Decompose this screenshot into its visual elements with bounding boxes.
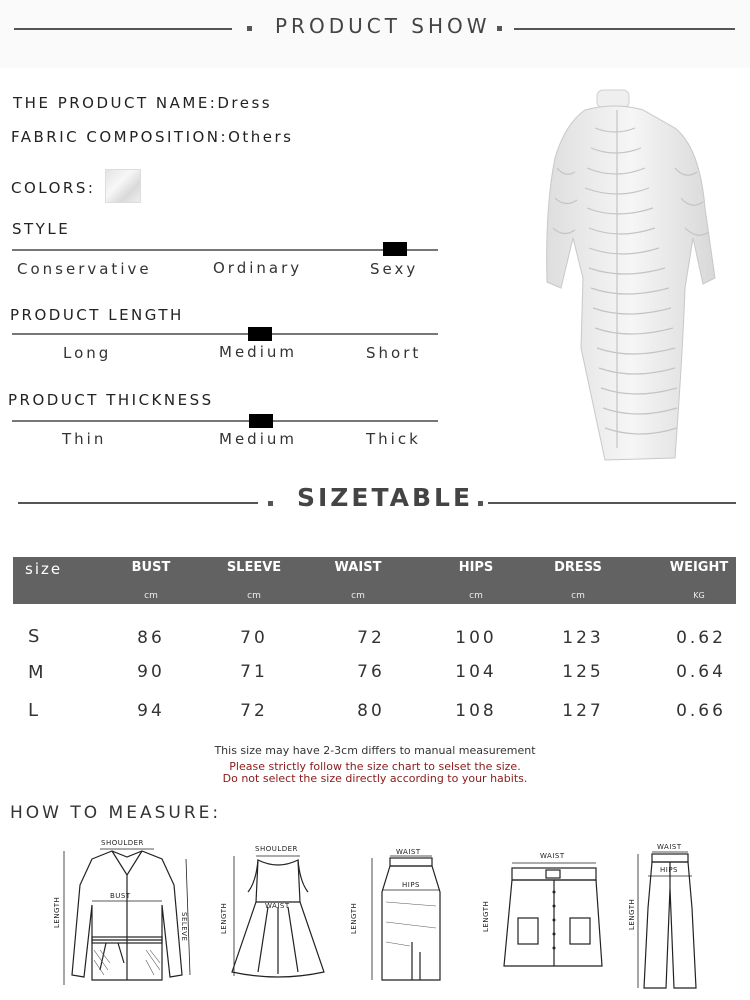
cell-s-weight: 0.62 <box>676 628 726 648</box>
product-photo-dress <box>525 88 745 468</box>
pants-waist-label: WAIST <box>657 843 682 851</box>
style-scale-line <box>12 249 438 251</box>
column-unit-dress: cm <box>571 591 585 601</box>
row-size-m: M <box>28 662 44 683</box>
note-habits: Do not select the size directly according to your habits. <box>222 772 528 785</box>
row-size-l: L <box>28 700 39 721</box>
page-title: PRODUCT SHOW <box>275 14 491 38</box>
cell-m-weight: 0.64 <box>676 662 726 682</box>
cell-l-bust: 94 <box>137 701 165 721</box>
style-title: STYLE <box>12 220 71 238</box>
thickness-label-medium: Medium <box>219 430 297 448</box>
pants-hips-label: HIPS <box>660 866 678 874</box>
how-to-measure-title: HOW TO MEASURE: <box>10 803 222 823</box>
skirt-hips-label: HIPS <box>402 881 420 889</box>
dress-length-label: LENGTH <box>220 902 228 934</box>
denim-skirt-illustration <box>498 858 608 973</box>
sizetable-dot-right <box>478 501 483 506</box>
sizetable-rule-left <box>18 502 258 504</box>
column-unit-waist: cm <box>351 591 365 601</box>
note-follow-chart: Please strictly follow the size chart to selset the size. <box>229 760 521 773</box>
column-header-waist: WAIST <box>334 560 382 575</box>
length-title: PRODUCT LENGTH <box>10 306 184 324</box>
length-label-long: Long <box>63 344 112 362</box>
sizetable-dot-left <box>268 501 273 506</box>
column-header-dress: DRESS <box>554 560 602 575</box>
length-marker <box>248 327 272 341</box>
cell-s-hips: 100 <box>455 628 497 648</box>
skirt-length-label: LENGTH <box>350 902 358 934</box>
thickness-marker <box>249 414 273 428</box>
cell-m-bust: 90 <box>137 662 165 682</box>
thickness-title: PRODUCT THICKNESS <box>8 391 214 409</box>
cell-l-sleeve: 72 <box>240 701 268 721</box>
thickness-label-thick: Thick <box>366 430 421 448</box>
product-name: THE PRODUCT NAME:Dress <box>13 94 273 112</box>
length-scale-line <box>12 333 438 335</box>
skirt-waist-label: WAIST <box>396 848 421 856</box>
denim-skirt-waist-label: WAIST <box>540 852 565 860</box>
cell-l-waist: 80 <box>357 701 385 721</box>
colors-label: COLORS: <box>11 179 96 197</box>
sizetable-rule-right <box>488 502 736 504</box>
column-unit-sleeve: cm <box>247 591 261 601</box>
dress-waist-label: WAIST <box>265 902 290 910</box>
cell-m-hips: 104 <box>455 662 497 682</box>
style-label-conservative: Conservative <box>17 260 152 278</box>
cell-l-weight: 0.66 <box>676 701 726 721</box>
cell-m-dress: 125 <box>562 662 604 682</box>
header-rule-right <box>514 28 735 30</box>
column-header-hips: HIPS <box>458 560 494 575</box>
length-label-short: Short <box>366 344 422 362</box>
column-unit-weight: KG <box>693 591 705 600</box>
dress-shoulder-label: SHOULDER <box>255 845 298 853</box>
jacket-bust-label: BUST <box>110 892 131 900</box>
dress-illustration <box>228 852 328 982</box>
cell-l-hips: 108 <box>455 701 497 721</box>
cell-s-bust: 86 <box>137 628 165 648</box>
denim-skirt-length-label: LENGTH <box>482 900 490 932</box>
cell-m-waist: 76 <box>357 662 385 682</box>
header-dot-left <box>247 26 252 31</box>
skirt-illustration <box>370 852 450 987</box>
jacket-illustration <box>62 845 192 990</box>
column-unit-hips: cm <box>469 591 483 601</box>
thickness-scale-line <box>12 420 438 422</box>
cell-s-sleeve: 70 <box>240 628 268 648</box>
pants-length-label: LENGTH <box>628 898 636 930</box>
column-header-sleeve: SLEEVE <box>226 560 282 575</box>
note-measurement: This size may have 2-3cm differs to manual measurement <box>214 744 536 757</box>
jacket-sleeve-label: SELEVE <box>180 912 188 942</box>
jacket-length-label: LENGTH <box>53 896 61 928</box>
header-rule-left <box>14 28 232 30</box>
header-dot-right <box>497 26 502 31</box>
style-label-sexy: Sexy <box>370 260 419 278</box>
thickness-label-thin: Thin <box>62 430 107 448</box>
fabric-composition: FABRIC COMPOSITION:Others <box>11 128 294 146</box>
sizetable-title: SIZETABLE <box>297 483 474 512</box>
cell-l-dress: 127 <box>562 701 604 721</box>
style-marker <box>383 242 407 256</box>
color-swatch-white[interactable] <box>105 169 141 203</box>
column-header-bust: BUST <box>131 560 171 575</box>
length-label-medium: Medium <box>219 343 297 361</box>
size-column-header: size <box>25 560 63 578</box>
row-size-s: S <box>28 626 40 647</box>
column-unit-bust: cm <box>144 591 158 601</box>
style-label-ordinary: Ordinary <box>213 259 303 277</box>
cell-m-sleeve: 71 <box>240 662 268 682</box>
jacket-shoulder-label: SHOULDER <box>101 839 144 847</box>
column-header-weight: WEIGHT <box>669 560 729 575</box>
cell-s-waist: 72 <box>357 628 385 648</box>
cell-s-dress: 123 <box>562 628 604 648</box>
